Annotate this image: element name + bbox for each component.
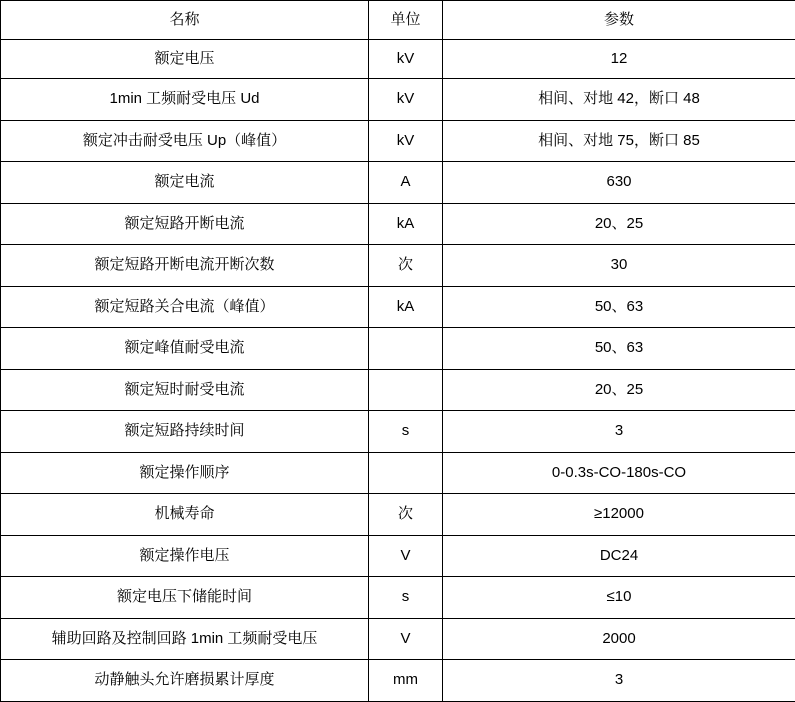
row-name: 额定冲击耐受电压 Up（峰值） bbox=[1, 120, 369, 162]
row-name: 辅助回路及控制回路 1min 工频耐受电压 bbox=[1, 618, 369, 660]
table-row bbox=[1, 203, 795, 245]
table-row bbox=[1, 162, 795, 204]
row-param: 630 bbox=[443, 162, 795, 204]
row-param: 3 bbox=[443, 660, 795, 702]
table-row bbox=[1, 40, 795, 79]
row-unit: kV bbox=[369, 79, 443, 121]
row-unit: kV bbox=[369, 40, 443, 79]
row-name: 额定操作电压 bbox=[1, 535, 369, 577]
row-unit bbox=[369, 328, 443, 370]
row-param: 相间、对地 42，断口 48 bbox=[443, 79, 795, 121]
row-param: 50、63 bbox=[443, 286, 795, 328]
row-param: 0-0.3s-CO-180s-CO bbox=[443, 452, 795, 494]
row-name: 额定短时耐受电流 bbox=[1, 369, 369, 411]
row-unit: mm bbox=[369, 660, 443, 702]
row-unit: V bbox=[369, 535, 443, 577]
table-row bbox=[1, 245, 795, 287]
table-row bbox=[1, 79, 795, 121]
row-param: 20、25 bbox=[443, 369, 795, 411]
row-param: ≥12000 bbox=[443, 494, 795, 536]
table-row bbox=[1, 411, 795, 453]
column-header-name: 名称 bbox=[1, 1, 369, 40]
row-unit bbox=[369, 369, 443, 411]
row-param: 相间、对地 75，断口 85 bbox=[443, 120, 795, 162]
table-row bbox=[1, 660, 795, 702]
table-row bbox=[1, 494, 795, 536]
row-name: 额定短路关合电流（峰值） bbox=[1, 286, 369, 328]
column-header-unit: 单位 bbox=[369, 1, 443, 40]
row-unit: 次 bbox=[369, 494, 443, 536]
table-row bbox=[1, 535, 795, 577]
row-name: 机械寿命 bbox=[1, 494, 369, 536]
row-name: 额定峰值耐受电流 bbox=[1, 328, 369, 370]
row-param: 12 bbox=[443, 40, 795, 79]
row-unit bbox=[369, 452, 443, 494]
row-param: 2000 bbox=[443, 618, 795, 660]
row-param: 50、63 bbox=[443, 328, 795, 370]
row-param: 3 bbox=[443, 411, 795, 453]
row-unit: kA bbox=[369, 286, 443, 328]
row-name: 动静触头允许磨损累计厚度 bbox=[1, 660, 369, 702]
table-row bbox=[1, 452, 795, 494]
row-unit: kA bbox=[369, 203, 443, 245]
table-row bbox=[1, 286, 795, 328]
row-unit: 次 bbox=[369, 245, 443, 287]
row-name: 额定短路开断电流 bbox=[1, 203, 369, 245]
row-name: 额定电压 bbox=[1, 40, 369, 79]
row-param: DC24 bbox=[443, 535, 795, 577]
row-unit: kV bbox=[369, 120, 443, 162]
row-param: 30 bbox=[443, 245, 795, 287]
row-unit: V bbox=[369, 618, 443, 660]
row-param: ≤10 bbox=[443, 577, 795, 619]
row-name: 额定操作顺序 bbox=[1, 452, 369, 494]
row-name: 额定短路持续时间 bbox=[1, 411, 369, 453]
row-param: 20、25 bbox=[443, 203, 795, 245]
table-row bbox=[1, 577, 795, 619]
row-unit: A bbox=[369, 162, 443, 204]
table-header-row bbox=[1, 1, 795, 40]
column-header-param: 参数 bbox=[443, 1, 795, 40]
table-row bbox=[1, 328, 795, 370]
row-name: 额定电压下储能时间 bbox=[1, 577, 369, 619]
table-row bbox=[1, 369, 795, 411]
row-unit: s bbox=[369, 411, 443, 453]
table-row bbox=[1, 120, 795, 162]
row-name: 额定短路开断电流开断次数 bbox=[1, 245, 369, 287]
row-unit: s bbox=[369, 577, 443, 619]
row-name: 1min 工频耐受电压 Ud bbox=[1, 79, 369, 121]
table-row bbox=[1, 618, 795, 660]
row-name: 额定电流 bbox=[1, 162, 369, 204]
